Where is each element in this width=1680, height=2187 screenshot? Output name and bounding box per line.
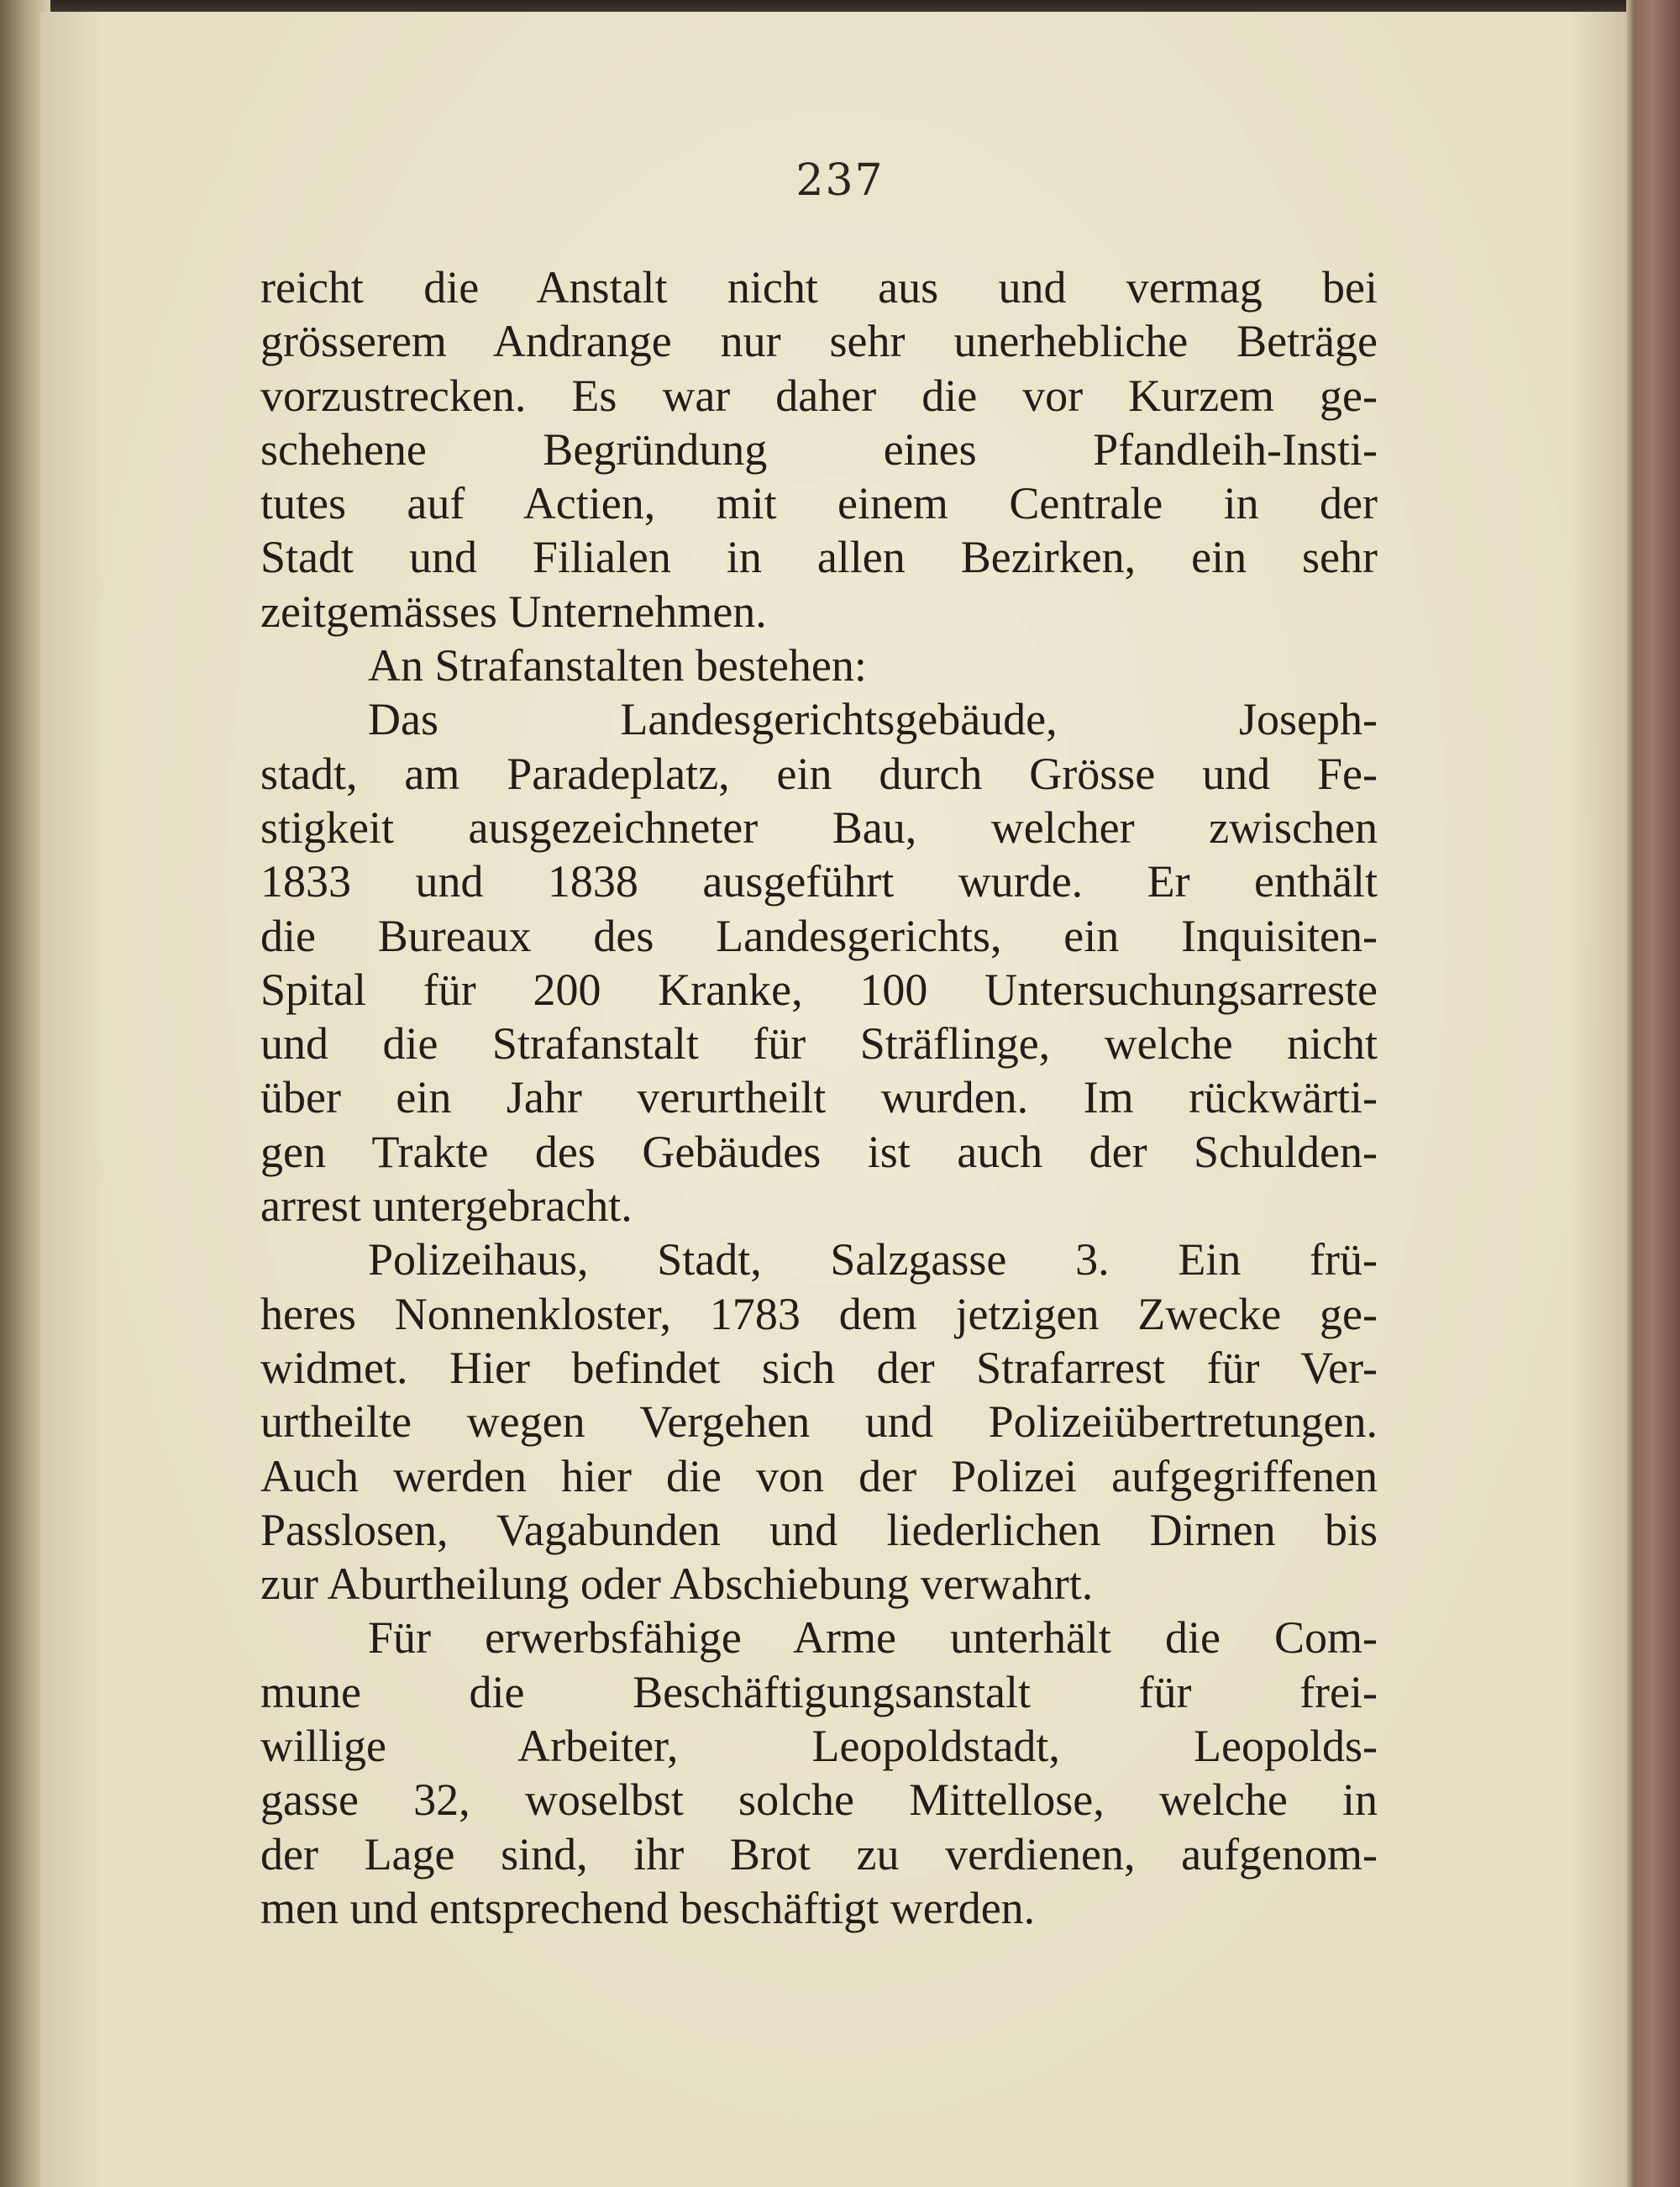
text-line: Für erwerbsfähige Arme unterhält die Com- [368, 1612, 1378, 1664]
text-line: arrest untergebracht. [260, 1180, 633, 1232]
text-line: Das Landesgerichtsgebäude, Joseph- [368, 694, 1378, 745]
text-line: men und entsprechend beschäftigt werden. [260, 1882, 1036, 1933]
text-line: reicht die Anstalt nicht aus und vermag bei [260, 262, 1378, 313]
text-line: tutes auf Actien, mit einem Centrale in der [260, 478, 1378, 529]
text-line: widmet. Hier befindet sich der Strafarrest für Ver- [260, 1342, 1378, 1393]
text-line: mune die Beschäftigungsanstalt für frei- [260, 1666, 1378, 1717]
text-line: Spital für 200 Kranke, 100 Untersuchungsarreste [260, 964, 1378, 1015]
text-line: vorzustrecken. Es war daher die vor Kurzem ge- [260, 370, 1378, 421]
text-line: gasse 32, woselbst solche Mittellose, welche in [260, 1774, 1378, 1826]
text-line: über ein Jahr verurtheilt wurden. Im rückwärti- [260, 1072, 1378, 1123]
text-line: zur Aburtheilung oder Abschiebung verwahrt. [260, 1559, 1094, 1610]
text-line: der Lage sind, ihr Brot zu verdienen, aufgenom- [260, 1828, 1378, 1879]
text-line: 1833 und 1838 ausgeführt wurde. Er enthält [260, 856, 1378, 907]
text-line: Stadt und Filialen in allen Bezirken, ein sehr [260, 532, 1378, 583]
body-text [260, 260, 1378, 1935]
text-line: Passlosen, Vagabunden und liederlichen Dirnen bis [260, 1504, 1378, 1555]
page-fore-edge [1626, 0, 1635, 2187]
text-line: zeitgemässes Unternehmen. [260, 586, 767, 637]
text-line: urtheilte wegen Vergehen und Polizeiübertretungen. [260, 1396, 1378, 1448]
text-line: die Bureaux des Landesgerichts, ein Inquisiten- [260, 910, 1378, 961]
text-line: stadt, am Paradeplatz, ein durch Grösse und Fe- [260, 748, 1378, 799]
page-number: 237 [795, 155, 885, 206]
text-line: An Strafanstalten bestehen: [368, 640, 867, 691]
book-cover-edge [1635, 0, 1680, 2187]
text-line: heres Nonnenkloster, 1783 dem jetzigen Zwecke ge- [260, 1288, 1378, 1339]
text-line: Auch werden hier die von der Polizei aufgegriffenen [260, 1450, 1378, 1501]
text-line: und die Strafanstalt für Sträflinge, welche nicht [260, 1018, 1378, 1070]
text-line: gen Trakte des Gebäudes ist auch der Schulden- [260, 1126, 1378, 1177]
text-line: Polizeihaus, Stadt, Salzgasse 3. Ein frü- [368, 1234, 1378, 1285]
text-line: willige Arbeiter, Leopoldstadt, Leopolds- [260, 1721, 1378, 1772]
text-line: schehene Begründung eines Pfandleih-Insti- [260, 423, 1378, 475]
text-line: grösserem Andrange nur sehr unerhebliche Beträge [260, 316, 1378, 367]
text-line: stigkeit ausgezeichneter Bau, welcher zwischen [260, 802, 1378, 853]
